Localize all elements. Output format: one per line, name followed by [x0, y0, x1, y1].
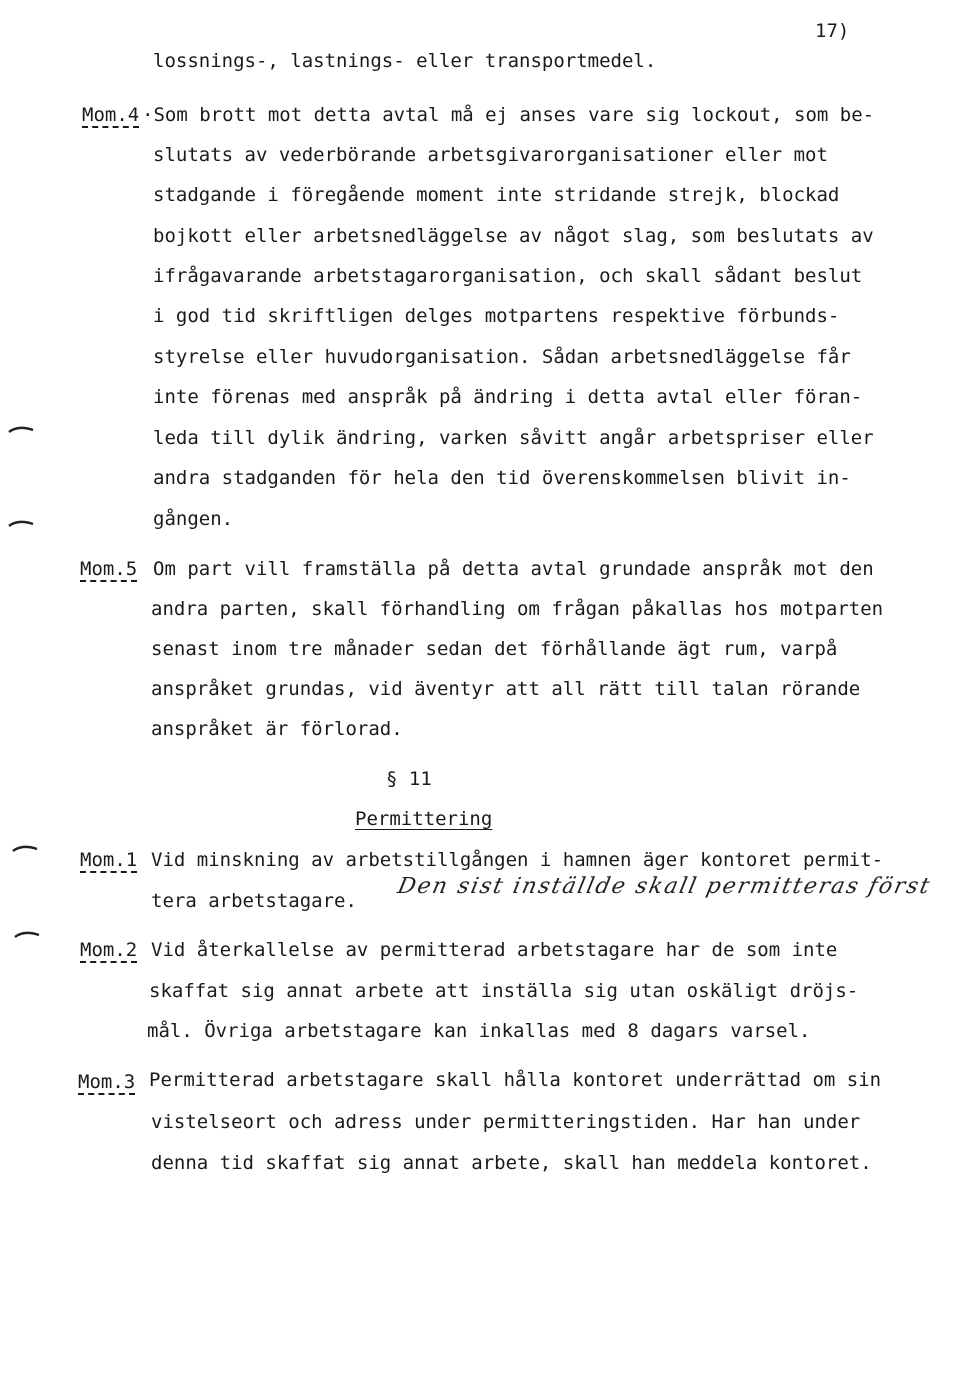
mom4-line: bojkott eller arbetsnedläggelse av något slag, som beslutats av: [153, 225, 874, 247]
mom5-line: Om part vill framställa på detta avtal grundade anspråk mot den: [153, 558, 874, 580]
mom2-label: Mom.2: [80, 939, 138, 961]
mom3-label: Mom.3: [78, 1071, 136, 1093]
margin-mark-icon: [8, 424, 34, 434]
mom4-line: ·Som brott mot detta avtal må ej anses vare sig lockout, som be-: [142, 104, 875, 126]
margin-mark-icon: [14, 929, 40, 939]
mom1-line: tera arbetstagare.: [151, 890, 357, 912]
page-number: 17): [815, 20, 850, 42]
handwritten-note: Den sist inställde skall permitteras först: [395, 874, 934, 899]
mom3-line: Permitterad arbetstagare skall hålla kontoret underrättad om sin: [149, 1069, 882, 1091]
mom1-line: Vid minskning av arbetstillgången i hamnen äger kontoret permit-: [151, 849, 884, 871]
mom4-line: andra stadganden för hela den tid överenskommelsen blivit in-: [153, 467, 851, 489]
mom4-line: i god tid skriftligen delges motpartens respektive förbunds-: [153, 305, 840, 327]
mom4-line: ifrågavarande arbetstagarorganisation, och skall sådant beslut: [153, 265, 863, 287]
mom2-line: skaffat sig annat arbete att inställa sig utan oskäligt dröjs-: [149, 980, 859, 1002]
mom3-line: denna tid skaffat sig annat arbete, skall han meddela kontoret.: [151, 1152, 872, 1174]
mom4-line: styrelse eller huvudorganisation. Sådan arbetsnedläggelse får: [153, 346, 851, 368]
mom2-line: Vid återkallelse av permitterad arbetstagare har de som inte: [151, 939, 838, 961]
mom2-line: mål. Övriga arbetstagare kan inkallas med 8 dagars varsel.: [147, 1020, 811, 1042]
mom5-line: anspråket är förlorad.: [151, 718, 403, 740]
section-number: § 11: [386, 768, 432, 790]
mom5-line: anspråket grundas, vid äventyr att all rätt till talan rörande: [151, 678, 861, 700]
intro-line: lossnings-, lastnings- eller transportmedel.: [153, 50, 657, 72]
section-title: Permittering: [355, 808, 493, 830]
mom4-line: gången.: [153, 508, 234, 530]
mom5-label: Mom.5: [80, 558, 138, 580]
mom4-line: inte förenas med anspråk på ändring i detta avtal eller föran-: [153, 386, 863, 408]
mom4-line: leda till dylik ändring, varken såvitt angår arbetspriser eller: [153, 427, 874, 449]
margin-mark-icon: [12, 843, 38, 853]
mom3-line: vistelseort och adress under permitteringstiden. Har han under: [151, 1111, 861, 1133]
mom4-line: slutats av vederbörande arbetsgivarorganisationer eller mot: [153, 144, 828, 166]
mom5-line: andra parten, skall förhandling om frågan påkallas hos motparten: [151, 598, 884, 620]
mom1-label: Mom.1: [80, 849, 138, 871]
mom5-line: senast inom tre månader sedan det förhållande ägt rum, varpå: [151, 638, 838, 660]
margin-mark-icon: [8, 518, 34, 528]
mom4-label: Mom.4: [82, 104, 140, 126]
mom4-line: stadgande i föregående moment inte stridande strejk, blockad: [153, 184, 840, 206]
